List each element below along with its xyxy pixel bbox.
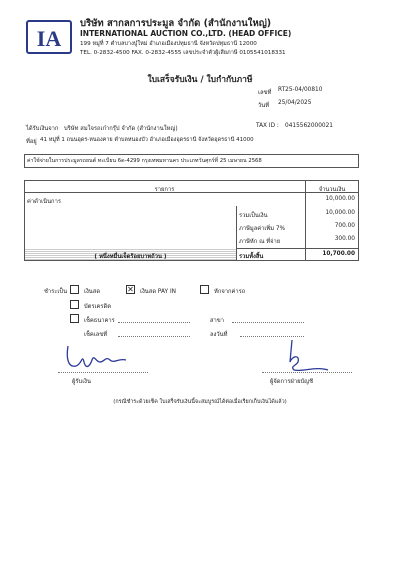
subtotal-label: รวมเป็นเงิน <box>239 213 268 219</box>
authorized-label: ผู้จัดการฝ่ายบัญชี <box>270 379 314 385</box>
wht-label: ภาษีหัก ณ ที่จ่าย <box>239 239 281 245</box>
branch-label: สาขา <box>210 318 225 324</box>
cash-label: เงินสด <box>84 289 101 295</box>
authorized-signature <box>272 336 342 374</box>
cheque-date-label: ลงวันที่ <box>210 332 228 338</box>
description-text: ค่าใช้จ่ายในการประมูลรถยนต์ ทะเบียน 6ด-4299 กรุงเทพมหานคร ประเภทวันศุกร์ที่ 25 เมษายน 2568 <box>27 158 262 164</box>
doc-number-value: RT25-04/00810 <box>278 87 323 93</box>
received-from-label: ได้รับเงินจาก <box>26 126 59 132</box>
table-row-amount: 10,000.00 <box>325 196 355 202</box>
tax-id-value: 0415562000021 <box>285 123 333 129</box>
doc-number-label: เลขที่ <box>258 90 272 96</box>
cheque-no-label: เช็คเลขที่ <box>84 332 108 338</box>
deduct-label: หักจากค่ารถ <box>214 289 246 295</box>
company-logo: IA <box>26 20 72 54</box>
company-name-th: บริษัท สากลการประมูล จำกัด (สำนักงานใหญ่) <box>80 18 272 29</box>
document-title: ใบเสร็จรับเงิน / ใบกำกับภาษี <box>147 75 253 85</box>
doc-date-label: วันที่ <box>258 103 270 109</box>
customer-address: 41 หมู่ที่ 1 ถนนอุดร-หนองคาย ตำบลหนองบัว อำเภอเมืองอุดรธานี จังหวัดอุดรธานี 41000 <box>40 137 254 143</box>
paid-by-label: ชำระเป็น <box>44 289 68 295</box>
company-name-en: INTERNATIONAL AUCTION CO.,LTD. (HEAD OFFICE) <box>80 29 292 38</box>
company-contact: TEL. 0-2832-4500 FAX. 0-2832-4555 เลขประจำตัวผู้เสียภาษี 0105541018331 <box>80 50 286 56</box>
col-amount-header: จำนวนเงิน <box>318 187 346 193</box>
receiver-label: ผู้รับเงิน <box>72 379 91 385</box>
cash-checkbox[interactable] <box>70 285 79 294</box>
vat-label: ภาษีมูลค่าเพิ่ม 7% <box>239 226 286 232</box>
table-row-item: ค่าดำเนินการ <box>27 199 61 205</box>
grand-total-label: รวมทั้งสิ้น <box>239 254 264 260</box>
credit-card-label: บัตรเครดิต <box>84 304 112 310</box>
col-item-header: รายการ <box>154 187 175 193</box>
deduct-checkbox[interactable] <box>200 285 209 294</box>
credit-card-checkbox[interactable] <box>70 300 79 309</box>
cheque-checkbox[interactable] <box>70 314 79 323</box>
tax-id-label: TAX ID : <box>256 123 279 129</box>
wht-value: 300.00 <box>334 236 355 242</box>
doc-date-value: 25/04/2025 <box>278 100 312 106</box>
address-label: ที่อยู่ <box>26 139 37 145</box>
company-address: 199 หมู่ที่ 7 ตำบลบางปู่ใหม่ อำเภอเมืองปทุมธานี จังหวัดปทุมธานี 12000 <box>80 41 257 47</box>
cheque-label: เช็คธนาคาร <box>84 318 115 324</box>
grand-total-value: 10,700.00 <box>322 251 355 257</box>
receiver-signature <box>62 340 132 372</box>
subtotal-value: 10,000.00 <box>325 210 355 216</box>
payin-checkbox[interactable]: ✕ <box>127 285 134 294</box>
amount-in-words: ( หนึ่งหมื่นเจ็ดร้อยบาทถ้วน ) <box>94 254 167 260</box>
footer-note: (กรณีชำระด้วยเช็ค ใบเสร็จรับเงินนี้จะสมบูรณ์ได้ต่อเมื่อเรียกเก็บเงินได้แล้ว) <box>113 399 287 405</box>
payin-label: เงินสด PAY IN <box>140 289 176 295</box>
vat-value: 700.00 <box>334 223 355 229</box>
customer-name: บริษัท สมใจรถเก๋ากรุ๊ป จำกัด (สำนักงานใหญ่) <box>64 126 178 132</box>
